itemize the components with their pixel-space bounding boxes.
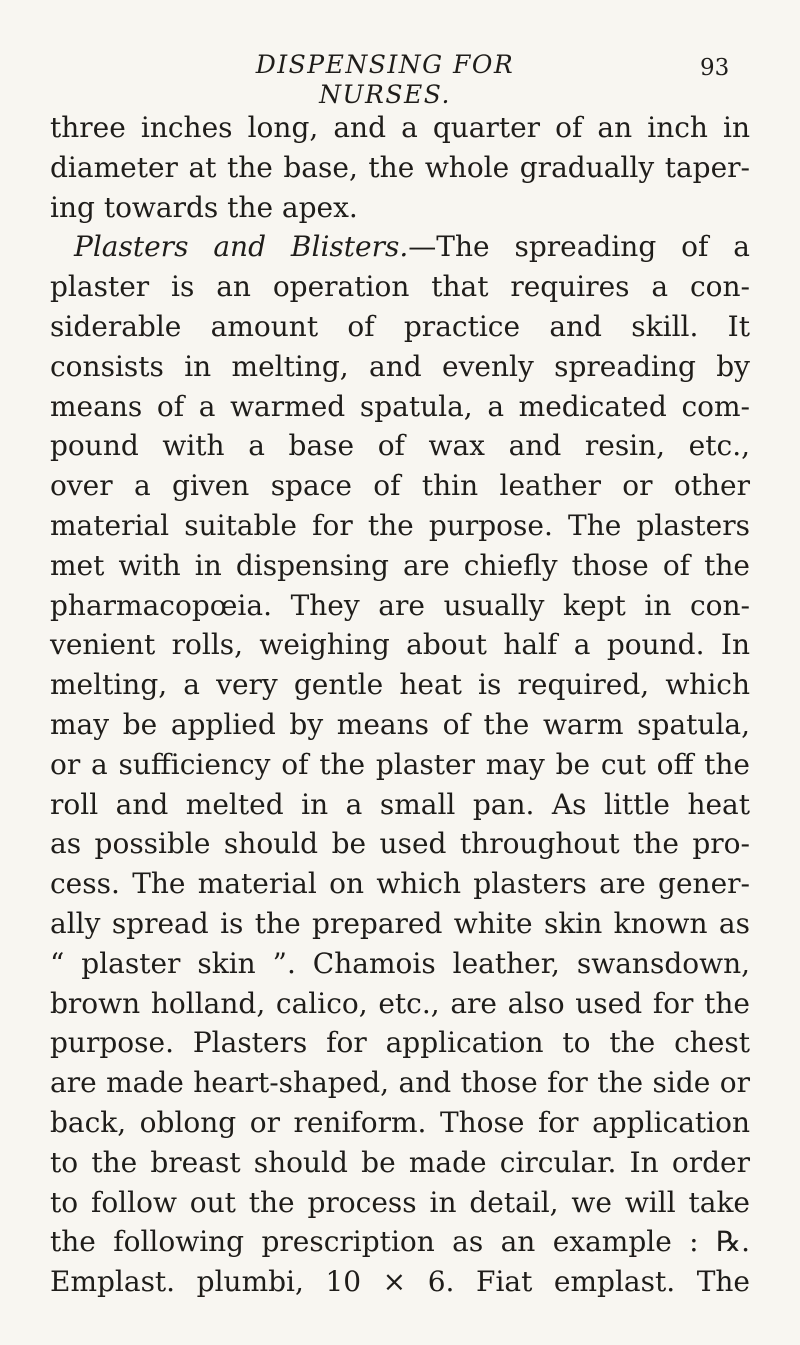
- text-line: back, oblong or reniform. Those for application: [50, 1105, 750, 1139]
- text-line: siderable amount of practice and skill. It: [50, 309, 750, 343]
- text-line: cess. The material on which plasters are gener-: [50, 867, 750, 901]
- text-line: met with in dispensing are chiefly those of the: [50, 548, 750, 582]
- section-start-line: [50, 227, 750, 267]
- text-line: plaster is an operation that requires a con-: [50, 270, 750, 304]
- text-line: the following prescription as an example : ℞.: [50, 1225, 750, 1259]
- text-line: means of a warmed spatula, a medicated com-: [50, 389, 750, 423]
- body-text: [50, 108, 750, 1302]
- text-line: consists in melting, and evenly spreading by: [50, 349, 750, 383]
- text-line: or a sufficiency of the plaster may be cut off the: [50, 747, 750, 781]
- text-line: to the breast should be made circular. In order: [50, 1145, 750, 1179]
- text-line: may be applied by means of the warm spatula,: [50, 707, 750, 741]
- text-line: venient rolls, weighing about half a pound. In: [50, 628, 750, 662]
- text-line: three inches long, and a quarter of an inch in: [50, 111, 750, 144]
- text-line: to follow out the process in detail, we will take: [50, 1185, 750, 1219]
- text-line: material suitable for the purpose. The plasters: [50, 508, 750, 542]
- text-line: purpose. Plasters for application to the chest: [50, 1026, 750, 1060]
- text-line: over a given space of thin leather or other: [50, 469, 750, 503]
- text-line-remainder: —The spreading of a: [408, 230, 751, 264]
- text-line: pharmacopœia. They are usually kept in con-: [50, 588, 750, 622]
- text-line: diameter at the base, the whole gradually taper-: [50, 150, 750, 184]
- text-line: as possible should be used throughout the pro-: [50, 827, 750, 861]
- text-line: ing towards the apex.: [50, 190, 358, 224]
- text-line: “ plaster skin ”. Chamois leather, swansdown,: [50, 946, 750, 980]
- text-line: ally spread is the prepared white skin known as: [50, 906, 750, 940]
- text-line: pound with a base of wax and resin, etc.,: [50, 429, 750, 463]
- text-line: brown holland, calico, etc., are also used for the: [50, 986, 750, 1020]
- text-line: Emplast. plumbi, 10 × 6. Fiat emplast. The: [50, 1265, 750, 1299]
- running-title: DISPENSING FOR NURSES.: [255, 50, 515, 109]
- text-line: are made heart-shaped, and those for the side or: [50, 1066, 750, 1100]
- section-heading: Plasters and Blisters.: [74, 230, 409, 264]
- text-line: roll and melted in a small pan. As little heat: [50, 787, 750, 821]
- text-line: melting, a very gentle heat is required, which: [50, 668, 750, 702]
- page-number: 93: [700, 55, 730, 81]
